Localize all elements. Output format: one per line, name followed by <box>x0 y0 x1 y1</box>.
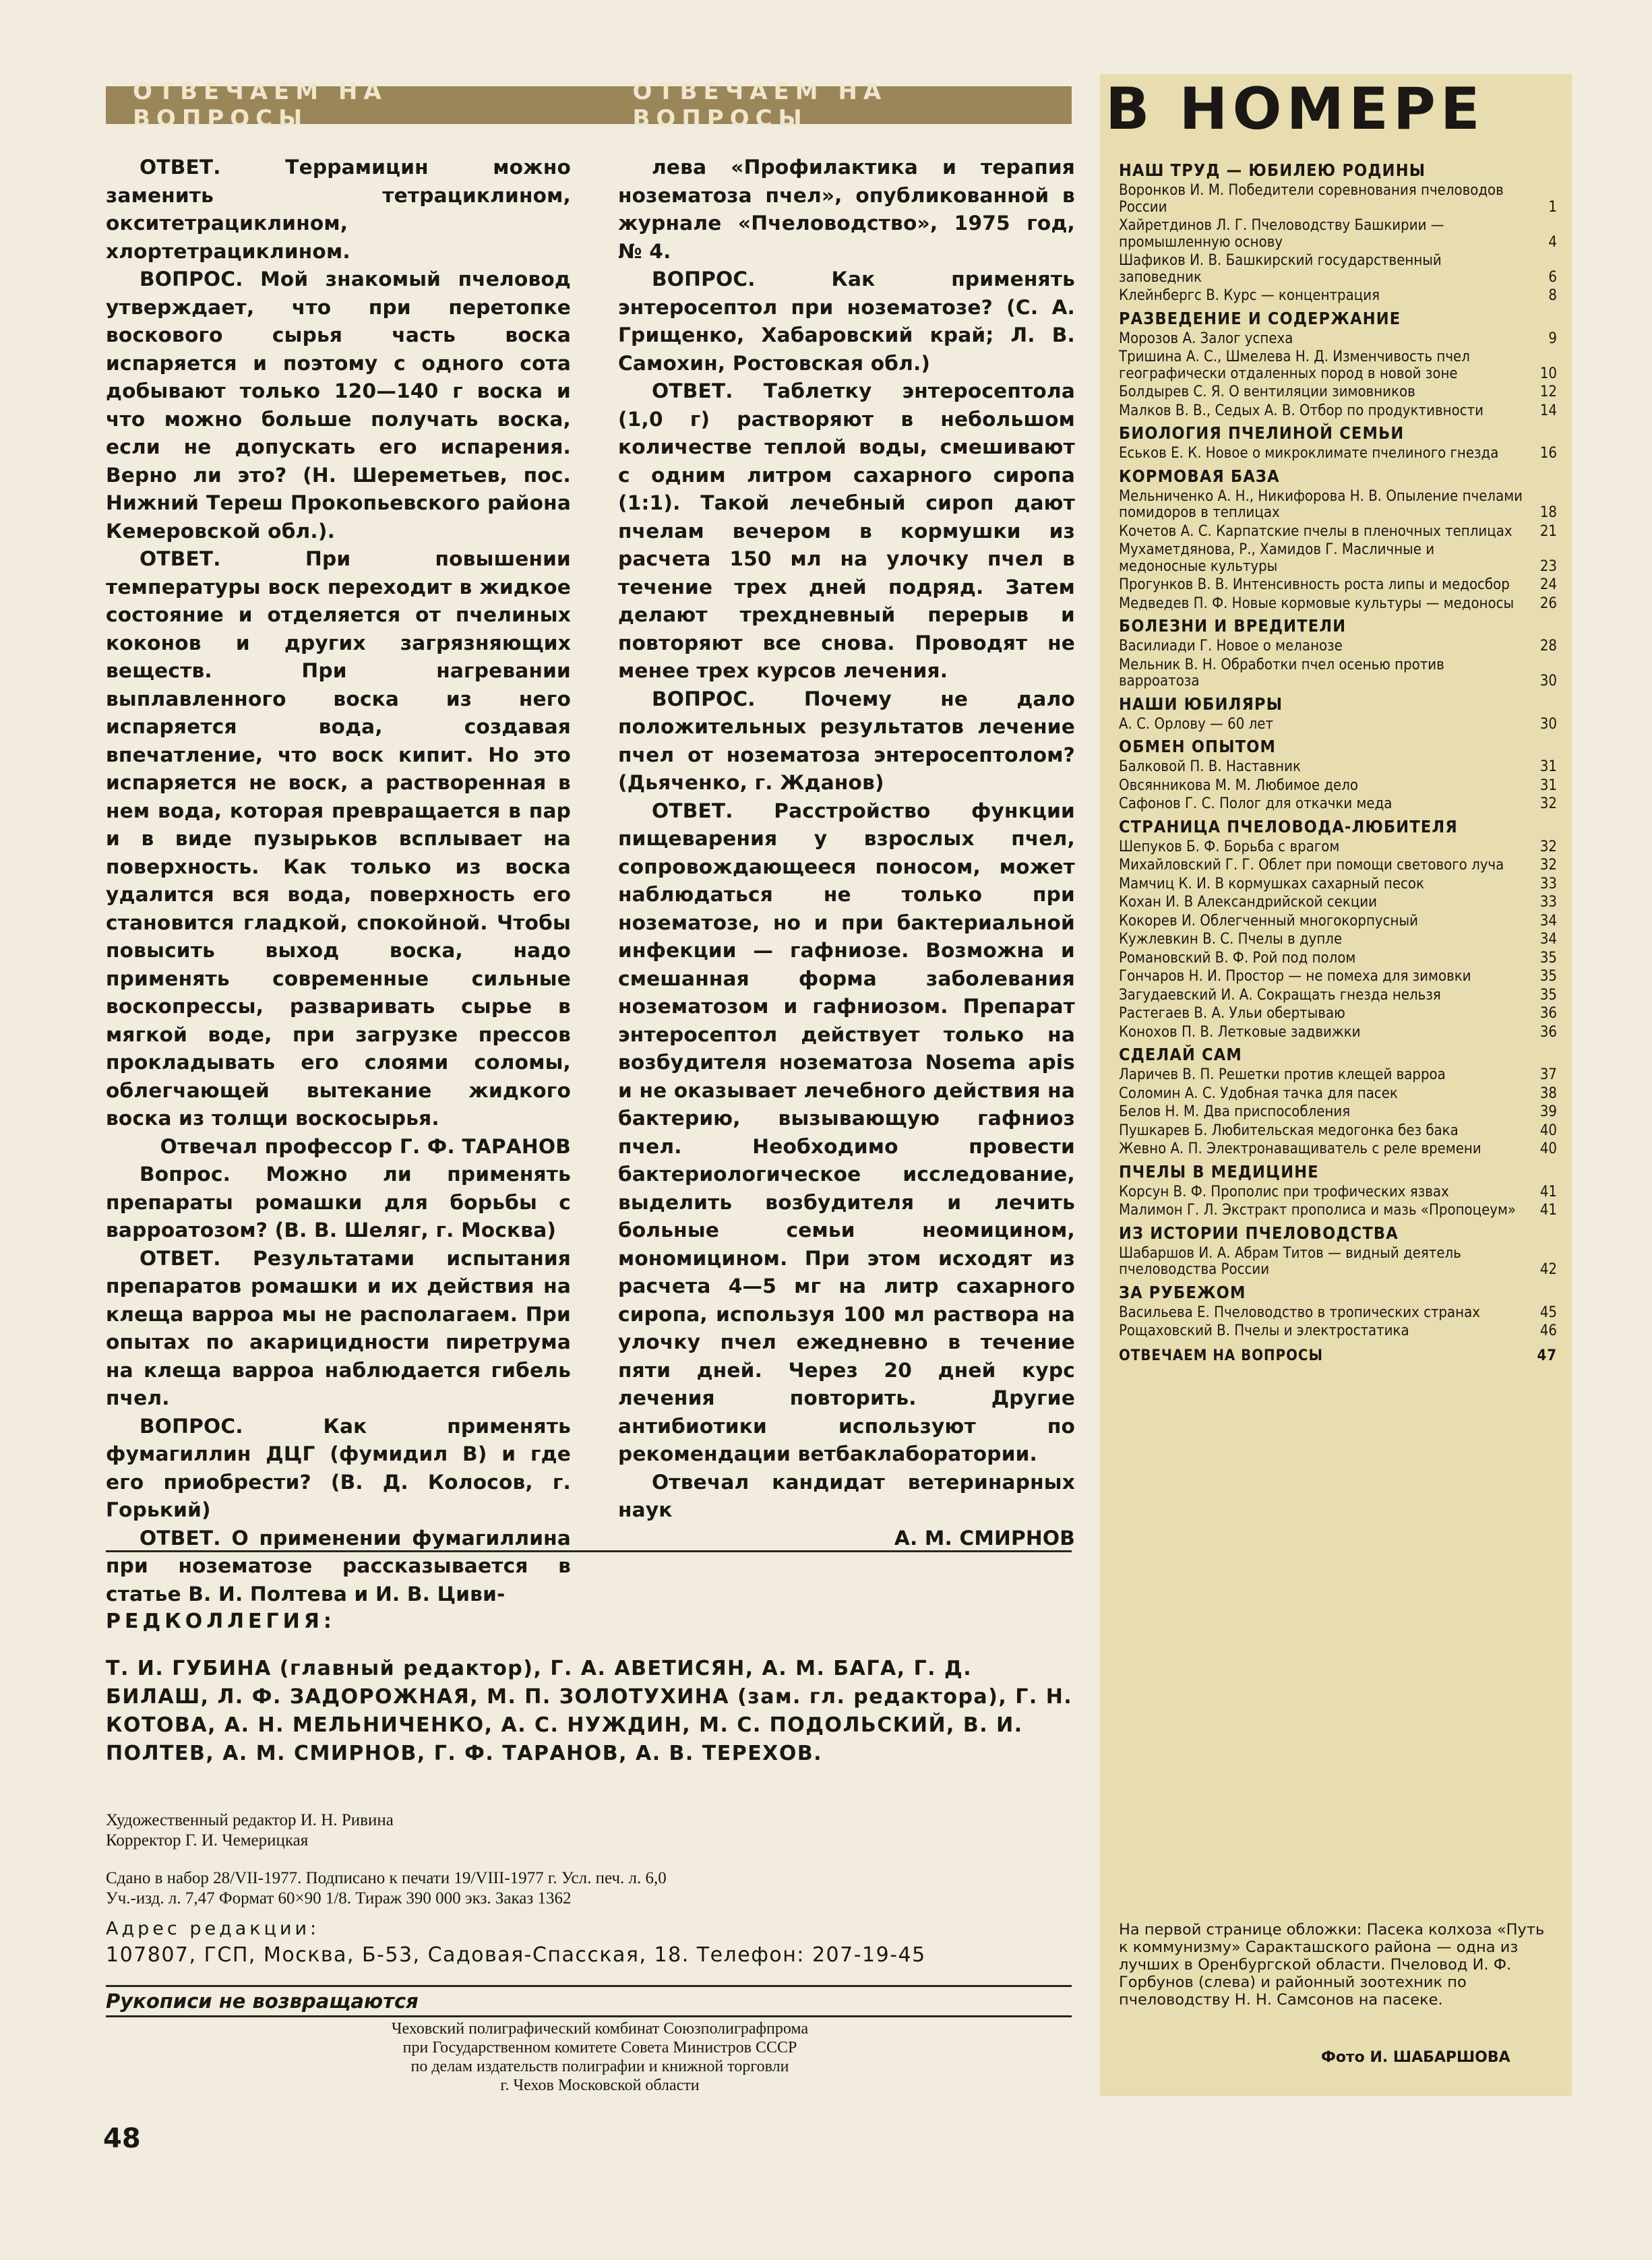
toc-entry <box>1119 876 1557 893</box>
divider-rule <box>106 1550 1072 1552</box>
printer-info <box>263 2019 937 2095</box>
toc-entry-page: 12 <box>1539 384 1557 400</box>
toc-entry <box>1119 1141 1557 1158</box>
section-banner <box>106 78 1072 132</box>
toc-entry-title: Мухаметдянова, Р., Хамидов Г. Масличные и медоносные культуры <box>1119 541 1435 575</box>
toc-entry-title: Шепуков Б. Ф. Борьба с врагом <box>1119 838 1340 855</box>
toc-entry <box>1119 542 1557 575</box>
banner-label-left: ОТВЕЧАЕМ НА ВОПРОСЫ <box>133 78 388 132</box>
toc-entry <box>1119 987 1557 1004</box>
toc-entry-title: Прогунков В. В. Интенсивность роста липы и медосбор <box>1119 576 1510 593</box>
toc-entry-title: Романовский В. Ф. Рой под полом <box>1119 949 1356 967</box>
article-paragraph: лева «Профилактика и терапия нозематоза пчел», опубликованной в журнале «Пчеловодство», 1975 год, № 4. <box>618 156 1075 263</box>
toc-entry-title: Соломин А. С. Удобная тачка для пасек <box>1119 1085 1398 1102</box>
toc-entry-title: Тришина А. С., Шмелева Н. Д. Изменчивость пчел географически отдаленных пород в новой зоне <box>1119 348 1470 382</box>
toc-entry-page: 8 <box>1548 287 1557 304</box>
toc-entry <box>1119 778 1557 795</box>
toc-entry-page: 41 <box>1539 1183 1557 1200</box>
toc-entry-page: 31 <box>1539 776 1557 794</box>
toc-entry <box>1119 894 1557 911</box>
toc-entry-title: Загудаевский И. А. Сокращать гнезда нельзя <box>1119 986 1441 1004</box>
article-paragraph: Вопрос. Можно ли применять препараты ромашки для борьбы с варроатозом? (В. В. Шеляг, г. Москва) <box>106 1163 571 1242</box>
toc-entry-page: 24 <box>1539 576 1557 593</box>
toc-entry-title: Шабаршов И. А. Абрам Титов — видный деятель пчеловодства России <box>1119 1244 1461 1278</box>
toc-entry-title: Мельниченко А. Н., Никифорова Н. В. Опыление пчелами помидоров в теплицах <box>1119 487 1523 521</box>
toc-entry-title: Жевно А. П. Электронаващиватель с реле времени <box>1119 1140 1481 1157</box>
toc-entry <box>1119 932 1557 948</box>
toc-entry-page: 28 <box>1539 638 1557 654</box>
toc-entry-title: Хайретдинов Л. Г. Пчеловодству Башкирии — промышленную основу <box>1119 217 1444 251</box>
toc-entry-page: 36 <box>1539 1023 1557 1041</box>
toc-entry-page: 36 <box>1539 1005 1557 1022</box>
print-info-line-2: Уч.-изд. л. 7,47 Формат 60×90 1/8. Тираж 390 000 экз. Заказ 1362 <box>106 1889 572 1907</box>
toc-entry-page: 30 <box>1539 673 1557 690</box>
toc-entry-title: Кохан И. В Александрийской секции <box>1119 894 1378 911</box>
toc-entry <box>1119 596 1557 613</box>
toc-entry-page: 26 <box>1539 594 1557 612</box>
toc-entry-page: 1 <box>1548 198 1557 216</box>
toc-entry <box>1119 183 1557 216</box>
toc-entry-title: Василиади Г. Новое о меланозе <box>1119 638 1343 654</box>
toc-entry <box>1119 1006 1557 1022</box>
toc-entry <box>1119 446 1557 462</box>
toc-entry-page: 6 <box>1548 268 1557 286</box>
toc-entry <box>1119 489 1557 522</box>
toc-entry-title: Васильева Е. Пчеловодство в тропических странах <box>1119 1304 1480 1321</box>
toc-section-heading: ИЗ ИСТОРИИ ПЧЕЛОВОДСТВА <box>1119 1223 1399 1243</box>
toc-entry <box>1119 403 1557 420</box>
toc-entry-page: 34 <box>1539 931 1557 948</box>
toc-section-heading: ЗА РУБЕЖОМ <box>1119 1282 1246 1302</box>
toc-entry-title: Гончаров Н. И. Простор — не помеха для зимовки <box>1119 968 1471 985</box>
toc-entry-title: Михайловский Г. Г. Облет при помощи светового луча <box>1119 857 1504 874</box>
toc-entry-page: 23 <box>1539 557 1557 575</box>
article-paragraph: ОТВЕТ. Расстройство функции пищеварения у взрослых пчел, сопровождающееся поносом, может наблюдаться не только при нозематозе, но и при бактериальной инфекции — гафниозе. Возможна и смешанная форма заболевания нозематозом и гафниозом. Препарат энтеросептол действует только на возбудителя нозематоза Nosema apis и не оказывает лечебного действия на бактерию, вызывающую гафниоз пчел. Необходимо провести бактериологическое исследование, выделить возбудителя и лечить больные семьи неомицином, мономицином. При этом исходят из расчета 4—5 мг на литр сахарного сиропа, используя 100 мл раствора на улочку пчел ежедневно в течение пяти дней. Через 20 дней курс лечения повторить. Другие антибиотики используют по рекомендации ветбаклаборатории. <box>618 799 1075 1465</box>
manuscripts-notice: Рукописи не возвращаются <box>106 1990 419 2013</box>
toc-entry-page: 18 <box>1539 504 1557 521</box>
toc-entry-title: Еськов Е. К. Новое о микроклимате пчелиного гнезда <box>1119 445 1499 462</box>
article-column-1 <box>106 154 571 1608</box>
toc-entry-page: 46 <box>1539 1322 1557 1339</box>
toc-section-heading: ОБМЕН ОПЫТОМ <box>1119 737 1277 756</box>
toc-entry-page: 31 <box>1539 758 1557 775</box>
toc-entry-title: Клейнбергс В. Курс — концентрация <box>1119 287 1380 304</box>
toc-entry <box>1119 1086 1557 1103</box>
address-label: Адрес редакции: <box>106 1918 320 1939</box>
toc-entry-title: Мельник В. Н. Обработки пчел осенью против варроатоза <box>1119 656 1444 690</box>
toc-entry <box>1119 1025 1557 1041</box>
toc-entry <box>1119 759 1557 776</box>
toc-entry-page: 32 <box>1539 857 1557 874</box>
toc-entry-title: Мамчиц К. И. В кормушках сахарный песок <box>1119 875 1424 892</box>
toc-section-heading: НАШИ ЮБИЛЯРЫ <box>1119 694 1283 714</box>
toc-entry-title: Воронков И. М. Победители соревнования пчеловодов России <box>1119 182 1504 216</box>
toc-entry-title: Морозов А. Залог успеха <box>1119 330 1293 347</box>
toc-entry-title: Шафиков И. В. Башкирский государственный заповедник <box>1119 252 1442 286</box>
toc-entry-page: 9 <box>1548 330 1557 347</box>
contents-title: В НОМЕРЕ <box>1105 75 1485 143</box>
toc-entry-title: Медведев П. Ф. Новые кормовые культуры — медоносы <box>1119 594 1515 612</box>
toc-entry-page: 47 <box>1537 1347 1557 1364</box>
toc-entry <box>1119 253 1557 286</box>
toc-entry <box>1119 331 1557 348</box>
toc-entry-title: Ларичев В. П. Решетки против клещей варроа <box>1119 1066 1446 1083</box>
toc-entry <box>1119 657 1557 690</box>
toc-section-heading: ПЧЕЛЫ В МЕДИЦИНЕ <box>1119 1161 1319 1182</box>
toc-entry-title: Кужлевкин В. С. Пчелы в дупле <box>1119 931 1343 948</box>
article-paragraph: Отвечал профессор Г. Ф. ТАРАНОВ <box>160 1134 571 1158</box>
toc-entry-title: Конохов П. В. Летковые задвижки <box>1119 1023 1361 1041</box>
art-editor: Художественный редактор И. Н. Ривина <box>106 1811 394 1829</box>
toc-entry-page: 33 <box>1539 894 1557 911</box>
article-paragraph: Отвечал кандидат ветеринарных наук <box>618 1470 1075 1521</box>
banner-label-right: ОТВЕЧАЕМ НА ВОПРОСЫ <box>632 78 888 132</box>
toc-entry-page: 35 <box>1539 968 1557 985</box>
toc-section-heading: НАШ ТРУД — ЮБИЛЕЮ РОДИНЫ <box>1119 160 1426 180</box>
toc-entry-page: 32 <box>1539 795 1557 812</box>
editorial-address: 107807, ГСП, Москва, Б-53, Садовая-Спасская, 18. Телефон: 207-19-45 <box>106 1943 926 1967</box>
article-paragraph: ОТВЕТ. Результатами испытания препаратов ромашки и их действия на клеща варроа мы не располагаем. При опытах по акарицидности пиретрума на клеща варроа наблюдается гибель пчел. <box>106 1246 571 1409</box>
toc-entry <box>1119 1123 1557 1140</box>
toc-entry-page: 14 <box>1539 402 1557 419</box>
toc-entry-page: 32 <box>1539 838 1557 855</box>
toc-entry <box>1119 796 1557 813</box>
toc-entry <box>1119 839 1557 856</box>
toc-entry-title: Болдырев С. Я. О вентиляции зимовников <box>1119 384 1415 400</box>
toc-section-heading: КОРМОВАЯ БАЗА <box>1119 466 1280 486</box>
article-paragraph: ОТВЕТ. Таблетку энтеросептола (1,0 г) растворяют в небольшом количестве теплой воды, смешивают с одним литром сахарного сиропа (1:1). Такой лечебный сироп дают пчелам вечером в кормушки из расчета 150 мл на улочку пчел в течение трех дней подряд. Затем делают трехдневный перерыв и повторяют все снова. Проводят не менее трех курсов лечения. <box>618 379 1075 682</box>
toc-entry-page: 33 <box>1539 875 1557 892</box>
toc-entry <box>1119 218 1557 251</box>
printer-line: г. Чехов Московской области <box>500 2077 700 2094</box>
photo-credit: Фото И. ШАБАРШОВА <box>1321 2049 1510 2066</box>
toc-entry-page: 42 <box>1539 1261 1557 1278</box>
toc-entry <box>1119 1323 1557 1340</box>
toc-entry-page: 35 <box>1539 949 1557 967</box>
toc-entry-page: 10 <box>1539 365 1557 382</box>
article-paragraph: ОТВЕТ. Террамицин можно заменить тетрациклином, окситетрациклином, хлортетрациклином. <box>106 156 571 263</box>
article-column-2 <box>618 154 1075 1552</box>
toc-section-heading: БОЛЕЗНИ И ВРЕДИТЕЛИ <box>1119 616 1347 636</box>
toc-entry-page: 4 <box>1548 233 1557 251</box>
toc-entry-page: 38 <box>1539 1085 1557 1102</box>
toc-entry-title: Рощаховский В. Пчелы и электростатика <box>1119 1322 1409 1339</box>
toc-entry <box>1119 1184 1557 1201</box>
page-number: 48 <box>103 2123 141 2154</box>
toc-entry-title: А. С. Орлову — 60 лет <box>1119 715 1273 733</box>
toc-entry <box>1119 349 1557 382</box>
toc-entry-title: Сафонов Г. С. Полог для откачки меда <box>1119 795 1393 812</box>
toc-entry-title: Пушкарев Б. Любительская медогонка без бака <box>1119 1122 1459 1139</box>
toc-entry-page: 45 <box>1539 1304 1557 1321</box>
toc-entry <box>1119 1348 1557 1365</box>
article-paragraph: ВОПРОС. Как применять фумагиллин ДЦГ (фумидил В) и где его приобрести? (В. Д. Колосов, г. Горький) <box>106 1414 571 1521</box>
toc-entry-page: 37 <box>1539 1066 1557 1083</box>
toc-entry-title: Белов Н. М. Два приспособления <box>1119 1103 1351 1120</box>
toc-entry <box>1119 524 1557 541</box>
toc-section-heading: РАЗВЕДЕНИЕ И СОДЕРЖАНИЕ <box>1119 308 1401 328</box>
toc-entry <box>1119 1246 1557 1279</box>
toc-entry <box>1119 577 1557 594</box>
toc-entry-title: Растегаев В. А. Ульи обертываю <box>1119 1005 1345 1022</box>
toc-entry <box>1119 857 1557 874</box>
toc-entry <box>1119 638 1557 655</box>
toc-section-heading: СТРАНИЦА ПЧЕЛОВОДА-ЛЮБИТЕЛЯ <box>1119 816 1458 836</box>
toc-entry-title: Малимон Г. Л. Экстракт прополиса и мазь «Пропоцеум» <box>1119 1202 1517 1219</box>
table-of-contents <box>1119 156 1557 1364</box>
divider-rule-2 <box>106 1985 1072 1987</box>
toc-entry-title: Кокорев И. Облегченный многокорпусный <box>1119 912 1418 929</box>
toc-entry-page: 40 <box>1539 1122 1557 1139</box>
toc-entry-page: 39 <box>1539 1103 1557 1120</box>
toc-entry <box>1119 950 1557 967</box>
toc-entry-page: 34 <box>1539 912 1557 929</box>
toc-entry-page: 21 <box>1539 522 1557 540</box>
article-paragraph: ОТВЕТ. О применении фумагиллина при нозематозе рассказывается в статье В. И. Полтева и И. В. Циви- <box>106 1526 571 1606</box>
toc-entry-page: 41 <box>1539 1202 1557 1219</box>
printer-line: при Государственном комитете Совета Министров СССР <box>402 2039 797 2056</box>
toc-entry <box>1119 1202 1557 1219</box>
article-paragraph: ВОПРОС. Мой знакомый пчеловод утверждает, что при перетопке воскового сырья часть воска испаряется и поэтому с одного сота добывают только 120—140 г воска и что можно больше получать воска, если не допускать его испарения. Верно ли это? (Н. Шереметьев, пос. Нижний Тереш Прокопьевского района Кемеровской обл.). <box>106 268 571 543</box>
printer-line: по делам издательств полиграфии и книжной торговли <box>410 2058 789 2075</box>
article-paragraph: А. М. СМИРНОВ <box>894 1526 1075 1550</box>
toc-entry <box>1119 716 1557 733</box>
toc-entry-page: 35 <box>1539 986 1557 1004</box>
board-names: Т. И. ГУБИНА (главный редактор), Г. А. АВЕТИСЯН, А. М. БАГА, Г. Д. БИЛАШ, Л. Ф. ЗАДОРОЖНАЯ, М. П. ЗОЛОТУХИНА (зам. гл. редактора), Г. Н. КОТОВА, А. Н. МЕЛЬНИЧЕНКО, А. С. НУЖДИН, М. С. ПОДОЛЬСКИЙ, В. И. ПОЛТЕВ, А. М. СМИРНОВ, Г. Ф. ТАРАНОВ, А. В. ТЕРЕХОВ. <box>106 1657 1073 1765</box>
divider-rule-3 <box>106 2015 1072 2017</box>
toc-entry-title: Балковой П. В. Наставник <box>1119 758 1301 775</box>
toc-entry <box>1119 384 1557 401</box>
toc-section-heading: СДЕЛАЙ САМ <box>1119 1045 1242 1064</box>
toc-entry-title: Овсянникова М. М. Любимое дело <box>1119 776 1358 794</box>
toc-entry-title: Кочетов А. С. Карпатские пчелы в пленочных теплицах <box>1119 522 1512 540</box>
toc-entry <box>1119 1067 1557 1084</box>
article-paragraph: ВОПРОС. Почему не дало положительных результатов лечение пчел от нозематоза энтеросептолом? (Дьяченко, г. Жданов) <box>618 687 1075 794</box>
toc-entry <box>1119 1104 1557 1121</box>
toc-entry-page: 40 <box>1539 1140 1557 1157</box>
toc-entry-page: 16 <box>1539 445 1557 462</box>
toc-entry <box>1119 1305 1557 1322</box>
print-info-line-1: Сдано в набор 28/VII-1977. Подписано к печати 19/VIII-1977 г. Усл. печ. л. 6,0 <box>106 1869 667 1887</box>
toc-entry-title: Корсун В. Ф. Прополис при трофических язвах <box>1119 1183 1449 1200</box>
article-paragraph: ОТВЕТ. При повышении температуры воск переходит в жидкое состояние и отделяется от пчелиных коконов и других загрязняющих веществ. При нагревании выплавленного воска из него испаряется вода, создавая впечатление, что воск кипит. Но это испаряется не воск, а растворенная в нем вода, которая превращается в пар и в виде пузырьков всплывает на поверхность. Как только из воска удалится вся вода, поверхность его становится гладкой, спокойной. Чтобы повысить выход воска, надо применять современные сильные воскопрессы, разваривать сырье в мягкой воде, при загрузке прессов прокладывать его слоями соломы, облегчающей вытекание жидкого воска из толщи воскосырья. <box>106 547 571 1130</box>
toc-entry <box>1119 913 1557 930</box>
proofreader: Корректор Г. И. Чемерицкая <box>106 1831 309 1850</box>
article-paragraph: ВОПРОС. Как применять энтеросептол при нозематозе? (С. А. Грищенко, Хабаровский край; Л. В. Самохин, Ростовская обл.) <box>618 268 1075 375</box>
toc-entry <box>1119 288 1557 305</box>
toc-entry-title: ОТВЕЧАЕМ НА ВОПРОСЫ <box>1119 1347 1323 1364</box>
cover-caption: На первой странице обложки: Пасека колхоза «Путь к коммунизму» Саракташского района — одна из лучших в Оренбургской области. Пчеловод И. Ф. Горбунов (слева) и районный зоотехник по пчеловодству Н. Н. Самсонов на пасеке. <box>1119 1921 1545 2009</box>
printer-line: Чеховский полиграфический комбинат Союзполиграфпрома <box>391 2020 809 2038</box>
toc-section-heading: БИОЛОГИЯ ПЧЕЛИНОЙ СЕМЬИ <box>1119 423 1405 443</box>
toc-entry-page: 30 <box>1539 715 1557 733</box>
board-title: РЕДКОЛЛЕГИЯ: <box>106 1610 336 1633</box>
toc-entry-title: Малков В. В., Седых А. В. Отбор по продуктивности <box>1119 402 1483 419</box>
toc-entry <box>1119 969 1557 985</box>
